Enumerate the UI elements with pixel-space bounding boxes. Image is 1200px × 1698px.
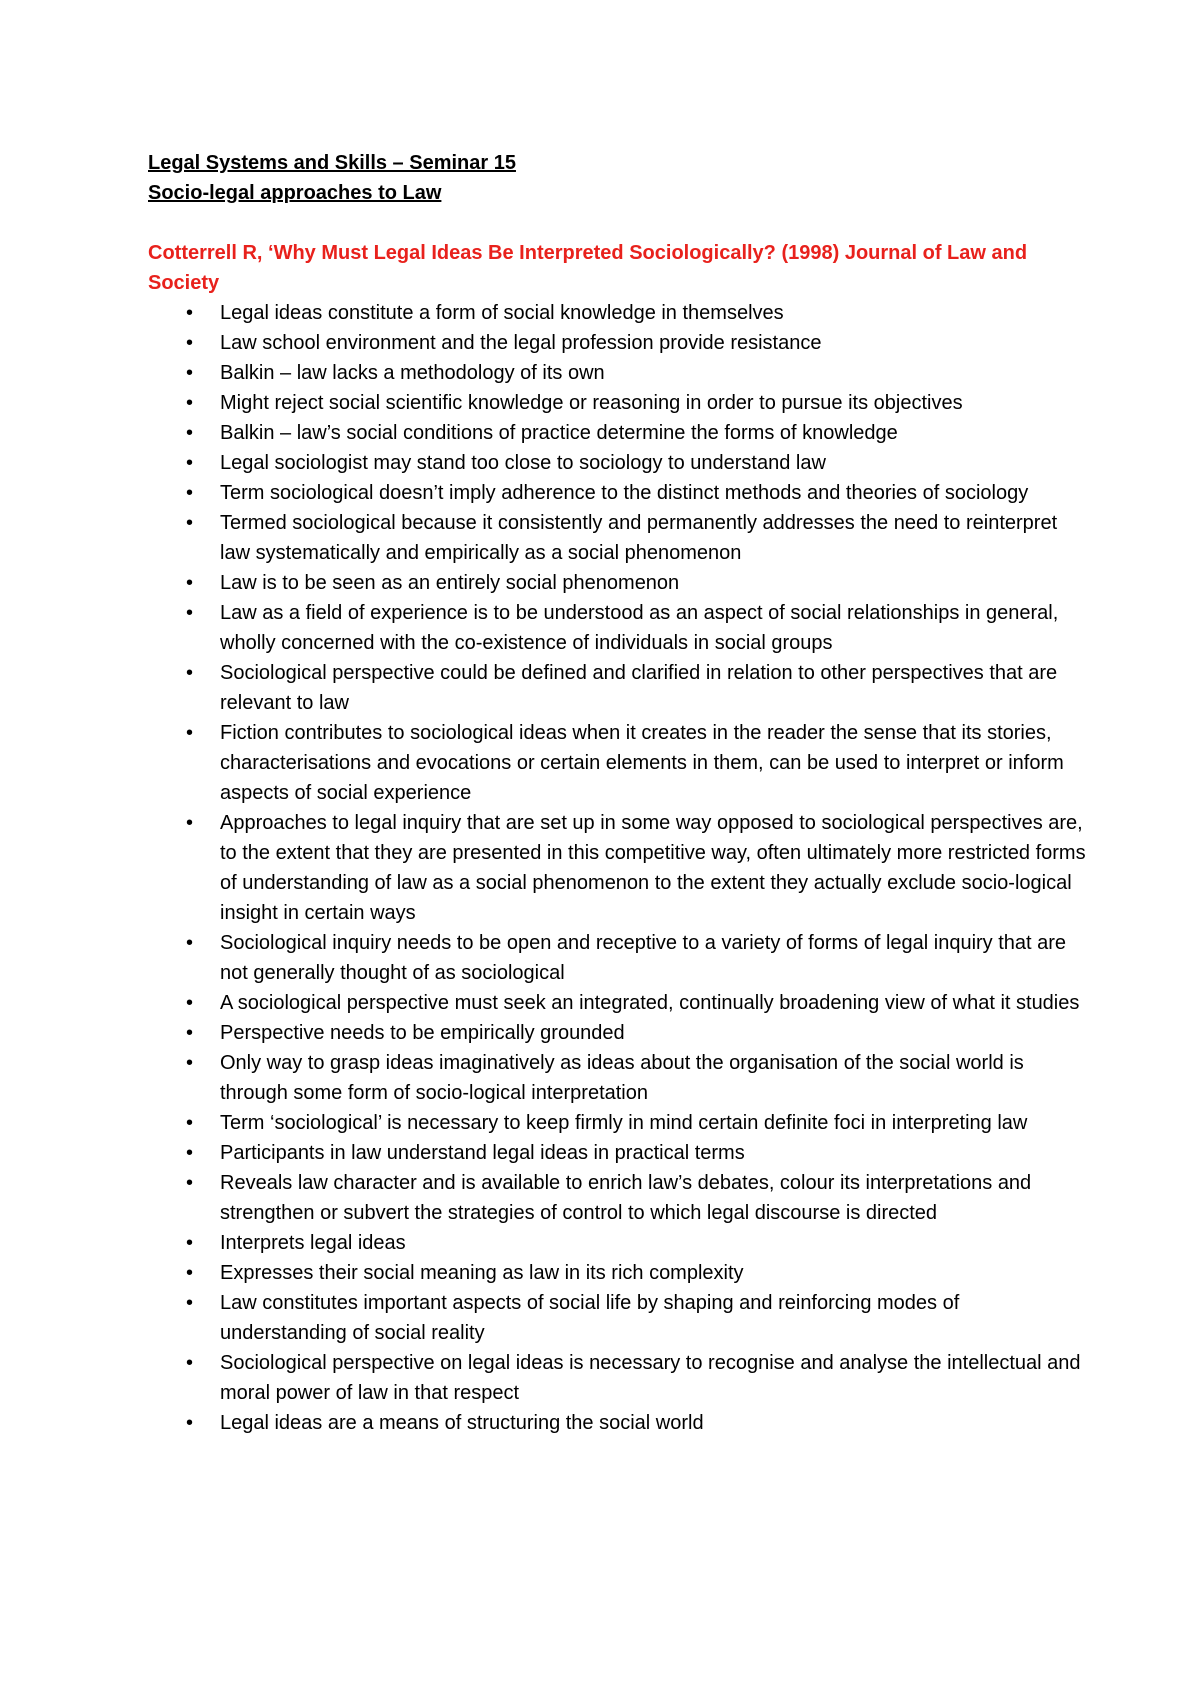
bullet-icon: • xyxy=(186,722,194,744)
bullet-icon: • xyxy=(186,932,194,954)
bullet-icon: • xyxy=(186,1052,194,1074)
bullet-icon: • xyxy=(186,302,194,324)
note-item xyxy=(148,1288,1088,1348)
note-text: Term ‘sociological’ is necessary to keep firmly in mind certain definite foci in interpreting law xyxy=(220,1112,1028,1134)
bullet-icon: • xyxy=(186,1232,194,1254)
note-text: Expresses their social meaning as law in its rich complexity xyxy=(220,1262,744,1284)
note-item xyxy=(148,718,1088,808)
bullet-icon: • xyxy=(186,512,194,534)
bullet-icon: • xyxy=(186,1352,194,1374)
note-text: Approaches to legal inquiry that are set up in some way opposed to sociological perspectives are, to the extent that they are presented in this competitive way, often ultimately more restricted forms of understanding of law as a social phenomenon to the extent they actually exclude socio-logical insight in certain ways xyxy=(220,812,1086,924)
document-subtitle: Socio-legal approaches to Law xyxy=(148,182,442,204)
note-item xyxy=(148,1108,1088,1138)
note-item xyxy=(148,478,1088,508)
blank-line xyxy=(148,208,1088,238)
note-item xyxy=(148,1168,1088,1228)
note-item xyxy=(148,568,1088,598)
note-item xyxy=(148,328,1088,358)
note-text: Balkin – law’s social conditions of practice determine the forms of knowledge xyxy=(220,422,898,444)
note-item xyxy=(148,658,1088,718)
note-text: Fiction contributes to sociological ideas when it creates in the reader the sense that its stories, characterisations and evocations or certain elements in them, can be used to interpret or inform aspects of social experience xyxy=(220,722,1064,804)
note-item xyxy=(148,1018,1088,1048)
bullet-icon: • xyxy=(186,1262,194,1284)
note-item xyxy=(148,418,1088,448)
bullet-icon: • xyxy=(186,1142,194,1164)
bullet-icon: • xyxy=(186,1172,194,1194)
note-text: Sociological inquiry needs to be open and receptive to a variety of forms of legal inquiry that are not generally thought of as sociological xyxy=(220,932,1067,984)
bullet-icon: • xyxy=(186,812,194,834)
bullet-icon: • xyxy=(186,1112,194,1134)
note-item xyxy=(148,388,1088,418)
bullet-icon: • xyxy=(186,1292,194,1314)
note-text: Law is to be seen as an entirely social phenomenon xyxy=(220,572,680,594)
document-content xyxy=(148,148,1088,1438)
note-item xyxy=(148,598,1088,658)
note-text: Legal sociologist may stand too close to sociology to understand law xyxy=(220,452,826,474)
bullet-icon: • xyxy=(186,992,194,1014)
note-text: Sociological perspective on legal ideas is necessary to recognise and analyse the intellectual and moral power of law in that respect xyxy=(220,1352,1081,1404)
note-text: Law as a field of experience is to be understood as an aspect of social relationships in general, wholly concerned with the co-existence of individuals in social groups xyxy=(220,602,1059,654)
bullet-icon: • xyxy=(186,662,194,684)
bullet-icon: • xyxy=(186,362,194,384)
note-text: Sociological perspective could be defined and clarified in relation to other perspectives that are relevant to law xyxy=(220,662,1058,714)
note-item xyxy=(148,1258,1088,1288)
note-item xyxy=(148,448,1088,478)
document-title: Legal Systems and Skills – Seminar 15 xyxy=(148,152,516,174)
bullet-icon: • xyxy=(186,482,194,504)
note-item xyxy=(148,1138,1088,1168)
note-item xyxy=(148,1408,1088,1438)
note-text: Termed sociological because it consistently and permanently addresses the need to reinterpret law systematically and empirically as a social phenomenon xyxy=(220,512,1058,564)
note-item xyxy=(148,1228,1088,1258)
note-text: Might reject social scientific knowledge or reasoning in order to pursue its objectives xyxy=(220,392,963,414)
note-item xyxy=(148,988,1088,1018)
bullet-icon: • xyxy=(186,1022,194,1044)
note-text: Law school environment and the legal profession provide resistance xyxy=(220,332,822,354)
note-item xyxy=(148,1048,1088,1108)
note-text: Legal ideas constitute a form of social knowledge in themselves xyxy=(220,302,784,324)
note-item xyxy=(148,928,1088,988)
bullet-icon: • xyxy=(186,602,194,624)
bullet-icon: • xyxy=(186,332,194,354)
bullet-icon: • xyxy=(186,422,194,444)
note-item xyxy=(148,808,1088,928)
note-text: Balkin – law lacks a methodology of its own xyxy=(220,362,605,384)
bullet-icon: • xyxy=(186,452,194,474)
note-item xyxy=(148,508,1088,568)
note-text: Only way to grasp ideas imaginatively as ideas about the organisation of the social world is through some form of socio-logical interpretation xyxy=(220,1052,1024,1104)
note-item xyxy=(148,298,1088,328)
bullet-icon: • xyxy=(186,392,194,414)
note-text: Perspective needs to be empirically grounded xyxy=(220,1022,625,1044)
note-text: A sociological perspective must seek an integrated, continually broadening view of what it studies xyxy=(220,992,1080,1014)
bullet-icon: • xyxy=(186,572,194,594)
note-text: Law constitutes important aspects of social life by shaping and reinforcing modes of understanding of social reality xyxy=(220,1292,960,1344)
notes-list xyxy=(148,298,1088,1438)
source-reference: Cotterrell R, ‘Why Must Legal Ideas Be Interpreted Sociologically? (1998) Journal of Law and Society xyxy=(148,242,1028,294)
note-text: Legal ideas are a means of structuring the social world xyxy=(220,1412,704,1434)
bullet-icon: • xyxy=(186,1412,194,1434)
note-text: Reveals law character and is available to enrich law’s debates, colour its interpretations and strengthen or subvert the strategies of control to which legal discourse is directed xyxy=(220,1172,1032,1224)
note-item xyxy=(148,1348,1088,1408)
note-text: Term sociological doesn’t imply adherence to the distinct methods and theories of sociology xyxy=(220,482,1029,504)
note-text: Interprets legal ideas xyxy=(220,1232,406,1254)
note-item xyxy=(148,358,1088,388)
note-text: Participants in law understand legal ideas in practical terms xyxy=(220,1142,745,1164)
